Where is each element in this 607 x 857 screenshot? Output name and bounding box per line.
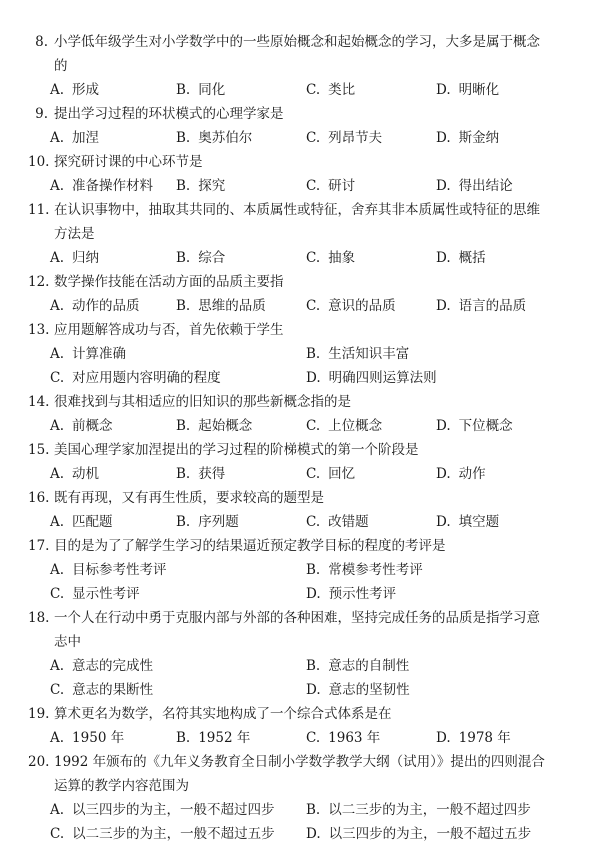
option-letter: B. (176, 514, 191, 530)
option-letter: A. (50, 82, 65, 98)
answer-option (50, 798, 275, 822)
question-stem-continued (28, 630, 567, 654)
options-row (28, 510, 567, 534)
option-letter: D. (306, 370, 321, 386)
option-letter: C. (50, 586, 65, 602)
option-text: 明晰化 (458, 82, 500, 98)
option-letter: A. (50, 250, 65, 266)
option-letter: B. (176, 178, 191, 194)
answer-option (176, 726, 250, 750)
question-number: 10. (28, 154, 50, 170)
option-text: 改错题 (328, 514, 369, 530)
option-letter: D. (436, 130, 451, 146)
answer-option (50, 654, 153, 678)
option-letter: C. (50, 826, 65, 842)
option-letter: B. (176, 298, 191, 314)
answer-option (50, 174, 153, 198)
answer-option (50, 342, 126, 366)
question-number: 13. (28, 322, 50, 338)
answer-option (306, 366, 437, 390)
option-letter: B. (306, 802, 321, 818)
answer-option (306, 510, 369, 534)
answer-option (176, 246, 225, 270)
option-text: 预示性考评 (328, 586, 397, 602)
option-text: 获得 (198, 466, 226, 482)
option-text: 以二三步的为主，一般不超过五步 (72, 826, 275, 842)
option-text: 语言的品质 (458, 298, 527, 314)
option-text: 前概念 (72, 418, 113, 434)
answer-option (306, 174, 355, 198)
answer-option (436, 414, 513, 438)
question-stem (28, 30, 567, 54)
option-text: 对应用题内容明确的程度 (72, 370, 221, 386)
answer-option (50, 78, 99, 102)
option-text: 动作 (458, 466, 486, 482)
option-text: 探究 (198, 178, 226, 194)
question-stem (28, 198, 567, 222)
question-text: 目的是为了了解学生学习的结果逼近预定教学目标的程度的考评是 (54, 538, 446, 554)
answer-option (50, 294, 140, 318)
question-text: 很难找到与其相适应的旧知识的那些新概念指的是 (54, 394, 351, 410)
question-text: 方法是 (54, 226, 95, 242)
options-row (28, 366, 567, 390)
option-text: 序列题 (198, 514, 239, 530)
options-row (28, 462, 567, 486)
question-stem (28, 102, 567, 126)
answer-option (50, 582, 140, 606)
question-stem (28, 438, 567, 462)
option-text: 以二三步的为主，一般不超过四步 (328, 802, 531, 818)
option-text: 归纳 (72, 250, 100, 266)
options-row (28, 294, 567, 318)
option-letter: D. (436, 82, 451, 98)
question-text: 探究研讨课的中心环节是 (54, 154, 203, 170)
question-block (28, 534, 567, 606)
question-stem-continued (28, 774, 567, 798)
answer-option (50, 558, 167, 582)
answer-option (306, 582, 396, 606)
option-letter: D. (436, 178, 451, 194)
option-letter: B. (176, 418, 191, 434)
option-letter: D. (436, 250, 451, 266)
question-text: 志中 (54, 634, 81, 650)
answer-option (306, 798, 531, 822)
question-number: 15. (28, 442, 50, 458)
option-text: 上位概念 (328, 418, 383, 434)
option-letter: B. (176, 730, 191, 746)
answer-option (176, 174, 225, 198)
option-text: 概括 (458, 250, 486, 266)
answer-option (306, 678, 410, 702)
question-text: 1992 年颁布的《九年义务教育全日制小学数学教学大纲（试用）》提出的四则混合 (54, 754, 545, 770)
question-number: 17. (28, 538, 50, 554)
answer-option (436, 462, 486, 486)
answer-option (306, 342, 409, 366)
question-block (28, 102, 567, 150)
option-letter: A. (50, 346, 65, 362)
answer-option (436, 246, 486, 270)
answer-option (50, 126, 99, 150)
option-text: 意志的坚韧性 (328, 682, 410, 698)
question-text: 提出学习过程的环状模式的心理学家是 (54, 106, 284, 122)
option-letter: C. (50, 682, 65, 698)
question-number: 20. (28, 754, 50, 770)
option-letter: A. (50, 730, 65, 746)
option-text: 目标参考性考评 (72, 562, 167, 578)
options-row (28, 798, 567, 822)
option-letter: A. (50, 418, 65, 434)
question-number: 18. (28, 610, 50, 626)
answer-option (50, 462, 99, 486)
option-text: 以三四步的为主，一般不超过五步 (328, 826, 532, 842)
question-number: 8. (35, 34, 48, 50)
option-text: 动机 (72, 466, 100, 482)
option-text: 同化 (198, 82, 226, 98)
answer-option (50, 246, 99, 270)
option-text: 1950 年 (72, 730, 125, 746)
question-text: 应用题解答成功与否，首先依赖于学生 (54, 322, 284, 338)
question-stem (28, 534, 567, 558)
option-letter: D. (436, 514, 451, 530)
option-letter: D. (436, 298, 451, 314)
option-letter: B. (306, 562, 321, 578)
question-block (28, 30, 567, 102)
option-letter: D. (436, 418, 451, 434)
option-text: 综合 (198, 250, 226, 266)
option-letter: D. (306, 826, 321, 842)
option-letter: C. (306, 250, 321, 266)
question-stem-continued (28, 54, 567, 78)
option-letter: C. (306, 730, 321, 746)
options-row (28, 726, 567, 750)
option-text: 常模参考性考评 (328, 562, 423, 578)
options-row (28, 78, 567, 102)
question-text: 算术更名为数学，名符其实地构成了一个综合式体系是在 (54, 706, 392, 722)
option-text: 1978 年 (458, 730, 511, 746)
question-block (28, 318, 567, 390)
option-text: 动作的品质 (72, 298, 140, 314)
option-letter: B. (176, 130, 191, 146)
question-number: 11. (28, 202, 50, 218)
option-letter: A. (50, 802, 65, 818)
answer-option (436, 726, 511, 750)
option-letter: A. (50, 514, 65, 530)
question-text: 美国心理学家加涅提出的学习过程的阶梯模式的第一个阶段是 (54, 442, 419, 458)
answer-option (306, 78, 355, 102)
question-stem (28, 390, 567, 414)
option-text: 列昂节夫 (328, 130, 383, 146)
option-text: 生活知识丰富 (328, 346, 410, 362)
options-row (28, 126, 567, 150)
question-number: 14. (28, 394, 50, 410)
question-stem (28, 486, 567, 510)
option-letter: C. (306, 298, 321, 314)
answer-option (50, 726, 124, 750)
option-text: 计算准确 (72, 346, 127, 362)
option-letter: D. (436, 466, 451, 482)
answer-option (50, 678, 153, 702)
answer-option (176, 414, 252, 438)
question-block (28, 702, 567, 750)
option-text: 斯金纳 (458, 130, 500, 146)
question-block (28, 606, 567, 702)
question-text: 运算的教学内容范围为 (54, 778, 189, 794)
option-letter: C. (306, 178, 321, 194)
option-text: 意志的完成性 (72, 658, 154, 674)
option-letter: D. (306, 682, 321, 698)
option-letter: D. (306, 586, 321, 602)
option-letter: A. (50, 466, 65, 482)
answer-option (50, 414, 113, 438)
answer-option (176, 126, 252, 150)
answer-option (436, 294, 526, 318)
answer-option (306, 654, 409, 678)
answer-option (176, 78, 225, 102)
answer-option (50, 510, 113, 534)
question-stem (28, 750, 567, 774)
option-text: 1952 年 (198, 730, 251, 746)
answer-option (50, 366, 221, 390)
question-stem (28, 318, 567, 342)
answer-option (50, 822, 275, 846)
option-letter: C. (306, 418, 321, 434)
options-row (28, 414, 567, 438)
answer-option (436, 78, 499, 102)
answer-option (306, 126, 382, 150)
option-text: 下位概念 (458, 418, 513, 434)
option-letter: B. (176, 250, 191, 266)
option-text: 准备操作材料 (72, 178, 154, 194)
option-text: 奥苏伯尔 (198, 130, 253, 146)
option-text: 1963 年 (328, 730, 381, 746)
question-text: 在认识事物中，抽取其共同的、本质属性或特征，舍弃其非本质属性或特征的思维 (54, 202, 540, 218)
answer-option (306, 558, 423, 582)
option-text: 填空题 (458, 514, 500, 530)
option-letter: C. (306, 130, 321, 146)
question-number: 16. (28, 490, 50, 506)
question-text: 的 (54, 58, 68, 74)
question-number: 19. (28, 706, 50, 722)
question-block (28, 438, 567, 486)
option-text: 起始概念 (198, 418, 253, 434)
option-letter: B. (176, 466, 191, 482)
question-block (28, 486, 567, 534)
option-text: 意志的自制性 (328, 658, 410, 674)
options-row (28, 678, 567, 702)
question-text: 一个人在行动中勇于克服内部与外部的各种困难，坚持完成任务的品质是指学习意 (54, 610, 540, 626)
question-stem-continued (28, 222, 567, 246)
question-block (28, 750, 567, 846)
options-row (28, 342, 567, 366)
question-block (28, 390, 567, 438)
option-text: 形成 (72, 82, 100, 98)
options-row (28, 246, 567, 270)
option-text: 抽象 (328, 250, 356, 266)
option-text: 研讨 (328, 178, 356, 194)
question-stem (28, 150, 567, 174)
options-row (28, 822, 567, 846)
answer-option (436, 126, 499, 150)
answer-option (436, 174, 513, 198)
option-letter: C. (306, 82, 321, 98)
options-row (28, 558, 567, 582)
answer-option (176, 294, 266, 318)
option-letter: D. (436, 730, 451, 746)
answer-option (306, 294, 396, 318)
option-text: 显示性考评 (72, 586, 140, 602)
option-letter: A. (50, 298, 65, 314)
options-row (28, 654, 567, 678)
answer-option (176, 510, 239, 534)
option-letter: B. (306, 658, 321, 674)
option-text: 类比 (328, 82, 356, 98)
answer-option (306, 246, 355, 270)
option-letter: A. (50, 658, 65, 674)
answer-option (436, 510, 499, 534)
option-text: 回忆 (328, 466, 356, 482)
question-stem (28, 606, 567, 630)
answer-option (306, 414, 382, 438)
question-block (28, 198, 567, 270)
option-letter: C. (50, 370, 65, 386)
answer-option (306, 726, 380, 750)
answer-option (306, 822, 531, 846)
question-text: 既有再现，又有再生性质，要求较高的题型是 (54, 490, 324, 506)
question-number: 9. (35, 106, 48, 122)
question-number: 12. (28, 274, 50, 290)
option-letter: A. (50, 562, 65, 578)
options-row (28, 174, 567, 198)
option-text: 意识的品质 (328, 298, 396, 314)
option-letter: C. (306, 466, 321, 482)
option-letter: B. (306, 346, 321, 362)
option-text: 明确四则运算法则 (328, 370, 437, 386)
question-stem (28, 702, 567, 726)
option-letter: B. (176, 82, 191, 98)
question-text: 数学操作技能在活动方面的品质主要指 (54, 274, 284, 290)
option-text: 得出结论 (458, 178, 513, 194)
option-letter: A. (50, 178, 65, 194)
option-letter: A. (50, 130, 65, 146)
option-text: 匹配题 (72, 514, 113, 530)
options-row (28, 582, 567, 606)
answer-option (176, 462, 225, 486)
option-letter: C. (306, 514, 321, 530)
question-stem (28, 270, 567, 294)
option-text: 以三四步的为主，一般不超过四步 (72, 802, 275, 818)
answer-option (306, 462, 355, 486)
option-text: 加涅 (72, 130, 100, 146)
question-block (28, 150, 567, 198)
question-block (28, 270, 567, 318)
option-text: 思维的品质 (198, 298, 266, 314)
option-text: 意志的果断性 (72, 682, 154, 698)
question-text: 小学低年级学生对小学数学中的一些原始概念和起始概念的学习，大多是属于概念 (54, 34, 540, 50)
